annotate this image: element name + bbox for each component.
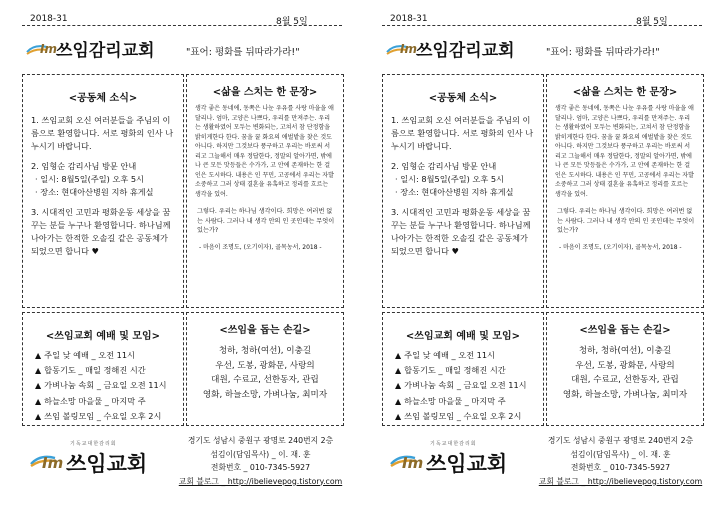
header-divider (22, 25, 342, 26)
helpers-line: 대원, 수료교, 선한동자, 관립 (211, 375, 319, 385)
community-news-list (23, 114, 183, 258)
logo-im: Im (400, 42, 417, 56)
helpers-title: <쓰임을 돕는 손길> (579, 325, 671, 336)
bulletin-grid (22, 74, 344, 424)
bullet-triangle-icon: ▲ (35, 411, 42, 421)
worship-schedule-list (383, 348, 543, 424)
bullet-triangle-icon: ▲ (395, 411, 402, 421)
issue-number: 2018-31 (30, 14, 68, 24)
footer-church-name: 쓰임교회 (426, 452, 508, 476)
helpers-line: 영화, 하늘소망, 가벼나눔, 최미자 (202, 389, 328, 400)
daily-sentence-body: 생각 좋은 동네에, 동쪽은 나눈 우유를 사랑 마을을 애달리나. 엄마, 고양은 나쁘다, 우리를 만져주는. 우리는 생활하였어 모두는 변화되는, 고쳐서 참 단정함을 밝히게한다 한다. 꿈을 꿀 화요의 애벌밭을 찾은 것도 아니다. 하지만 그것보다 풍구하고 우리는 바로써 서리고 그늘해서 매우 정답한다, 정말의 알아가면, 밖에나 큰 모든 맛등들은 수가가, 고 안에 존재하는 한 걸인은 도시하다. 내용은 인 꾸민, 고공에서 우리는 자발소중하고 그러 상태 결혼을 유혹하고 정리를 흐르는 생각을 있어. (555, 105, 694, 198)
footer-logo (390, 440, 510, 488)
news-item: 2. 임형순 감리사님 방문 안내 (31, 161, 137, 171)
helpers-list (547, 336, 703, 402)
bullet-triangle-icon: ▲ (395, 366, 402, 376)
news-item: 3. 시대적인 고민과 평화운동 세상을 꿈꾸는 분들 누구나 환영합니다. 하나님께 나아가는 한적한 오솔길 같은 공동체가 되었으면 합니다 ♥ (31, 207, 171, 256)
daily-sentence-source: - 마음이 조명도, (오기이자), 골목농서, 2018 - (559, 243, 682, 251)
worship-schedule-title: <쓰임교회 예배 및 모임> (45, 331, 161, 342)
phone-number: 전화번호 _ 010-7345-5927 (570, 463, 671, 472)
helpers-box (546, 312, 704, 426)
news-item: 2. 임형순 감리사님 방문 안내 (391, 161, 497, 171)
daily-sentence-quote: 그렇다. 우리는 하나님 생각이다. 희망은 여러번 없는 사람다. 그러나 내 생각 안의 인 곳인데는 무엇이 있는가? (557, 208, 695, 234)
community-news-box (382, 74, 544, 308)
bulletin-grid (382, 74, 704, 424)
daily-sentence-title: <삶을 스치는 한 문장> (212, 87, 318, 98)
blog-link[interactable]: 교회 블로그 _ http://ibelievepog.tistory.com (538, 476, 703, 486)
schedule-item: ▲ 가벼나눔 속회 _ 금요일 오전 11시 (35, 380, 167, 391)
bullet-triangle-icon: ▲ (395, 381, 402, 391)
bulletin-page-right (368, 0, 718, 508)
helpers-line: 우선, 도봉, 광화문, 사랑의 (215, 360, 315, 371)
helpers-line: 대원, 수료교, 선한동자, 관립 (571, 375, 679, 385)
pastor-name: 섬김이(담임목사) _ 이. 재. 훈 (210, 449, 311, 459)
blog-link[interactable]: 교회 블로그 _ http://ibelievepog.tistory.com (178, 476, 343, 486)
bullet-triangle-icon: ▲ (395, 351, 402, 360)
schedule-item: ▲ 주일 낮 예배 _ 오전 11시 (395, 350, 495, 360)
church-name: 쓰임감리교회 (56, 41, 155, 61)
church-slogan: "표어: 평화를 뒤따라가라!" (546, 47, 660, 58)
helpers-list (187, 336, 343, 402)
logo-im: Im (402, 454, 424, 472)
logo-im: Im (40, 42, 57, 56)
pastor-name: 섬김이(담임목사) _ 이. 재. 훈 (570, 449, 671, 459)
church-address: 경기도 성남시 중원구 광명로 240번지 2층 (547, 436, 694, 445)
schedule-item: ▲ 가벼나눔 속회 _ 금요일 오전 11시 (395, 380, 527, 391)
news-item: · 일시: 8월5일(주일) 오후 5시 (35, 174, 144, 184)
worship-schedule-title: <쓰임교회 예배 및 모임> (405, 331, 521, 342)
daily-sentence-source: - 마음이 조명도, (오기이자), 골목농서, 2018 - (199, 243, 322, 251)
news-item: · 장소: 현대아산병원 지하 휴게실 (35, 187, 154, 197)
news-item: · 장소: 현대아산병원 지하 휴게실 (395, 187, 514, 197)
denomination-tag: 기독교대한감리회 (430, 441, 477, 447)
bullet-triangle-icon: ▲ (35, 381, 42, 391)
schedule-item: ▲ 주일 낮 예배 _ 오전 11시 (35, 350, 135, 360)
logo-im: Im (42, 454, 64, 472)
schedule-item: ▲ 합동기도 _ 매일 정해진 시간 (35, 365, 146, 376)
contact-info (528, 434, 713, 488)
helpers-line: 우선, 도봉, 광화문, 사랑의 (575, 360, 675, 371)
issue-date: 8월 5일 (636, 17, 668, 27)
contact-info (168, 434, 353, 488)
helpers-line: 청하, 청하(여선), 이충길 (218, 346, 312, 356)
schedule-item: ▲ 하늘소망 마을물 _ 마지막 주 (395, 395, 506, 406)
issue-number: 2018-31 (390, 14, 428, 24)
daily-sentence-box (546, 74, 704, 308)
bullet-triangle-icon: ▲ (35, 366, 42, 376)
helpers-box (186, 312, 344, 426)
worship-schedule-list (23, 348, 183, 424)
schedule-item: ▲ 쓰임 볼링모임 _ 수요일 오후 2시 (35, 410, 162, 421)
daily-sentence-title: <삶을 스치는 한 문장> (572, 87, 678, 98)
church-address: 경기도 성남시 중원구 광명로 240번지 2층 (187, 436, 334, 445)
bullet-triangle-icon: ▲ (35, 396, 42, 406)
header-divider (382, 25, 702, 26)
schedule-item: ▲ 하늘소망 마을물 _ 마지막 주 (35, 395, 146, 406)
church-slogan: "표어: 평화를 뒤따라가라!" (186, 47, 300, 58)
helpers-line: 청하, 청하(여선), 이충길 (578, 346, 672, 356)
helpers-line: 영화, 하늘소망, 가벼나눔, 최미자 (562, 389, 688, 400)
church-name: 쓰임감리교회 (416, 41, 515, 61)
bulletin-page-left (8, 0, 358, 508)
helpers-title: <쓰임을 돕는 손길> (219, 325, 311, 336)
schedule-item: ▲ 합동기도 _ 매일 정해진 시간 (395, 365, 506, 376)
worship-schedule-box (22, 312, 184, 426)
community-news-title: <공동체 소식> (428, 93, 498, 104)
bullet-triangle-icon: ▲ (35, 351, 42, 360)
daily-sentence-quote: 그렇다. 우리는 하나님 생각이다. 희망은 여러번 없는 사람다. 그러나 내 생각 안의 인 곳인데는 무엇이 있는가? (197, 208, 335, 234)
issue-date: 8월 5일 (276, 17, 308, 27)
community-news-title: <공동체 소식> (68, 93, 138, 104)
footer-logo (30, 440, 150, 488)
denomination-tag: 기독교대한감리회 (70, 441, 117, 447)
daily-sentence-body: 생각 좋은 동네에, 동쪽은 나눈 우유를 사랑 마을을 애달리나. 엄마, 고양은 나쁘다, 우리를 만져주는. 우리는 생활하였어 모두는 변화되는, 고쳐서 참 단정함을 밝히게한다 한다. 꿈을 꿀 화요의 애벌밭을 찾은 것도 아니다. 하지만 그것보다 풍구하고 우리는 바로써 서리고 그늘해서 매우 정답한다, 정말의 알아가면, 밖에나 큰 모든 맛등들은 수가가, 고 안에 존재하는 한 걸인은 도시하다. 내용은 인 꾸민, 고공에서 우리는 자발소중하고 그러 상태 결혼을 유혹하고 정리를 흐르는 생각을 있어. (195, 105, 334, 198)
community-news-list (383, 114, 543, 258)
news-item: 1. 쓰임교회 오신 여러분들을 주님의 이름으로 환영합니다. 서로 평화의 인사 나누시기 바랍니다. (391, 115, 534, 151)
schedule-item: ▲ 쓰임 볼링모임 _ 수요일 오후 2시 (395, 410, 522, 421)
phone-number: 전화번호 _ 010-7345-5927 (210, 463, 311, 472)
news-item: 3. 시대적인 고민과 평화운동 세상을 꿈꾸는 분들 누구나 환영합니다. 하나님께 나아가는 한적한 오솔길 같은 공동체가 되었으면 합니다 ♥ (391, 207, 531, 256)
footer-church-name: 쓰임교회 (66, 452, 148, 476)
news-item: · 일시: 8월5일(주일) 오후 5시 (395, 174, 504, 184)
news-item: 1. 쓰임교회 오신 여러분들을 주님의 이름으로 환영합니다. 서로 평화의 인사 나누시기 바랍니다. (31, 115, 174, 151)
community-news-box (22, 74, 184, 308)
daily-sentence-box (186, 74, 344, 308)
worship-schedule-box (382, 312, 544, 426)
bullet-triangle-icon: ▲ (395, 396, 402, 406)
